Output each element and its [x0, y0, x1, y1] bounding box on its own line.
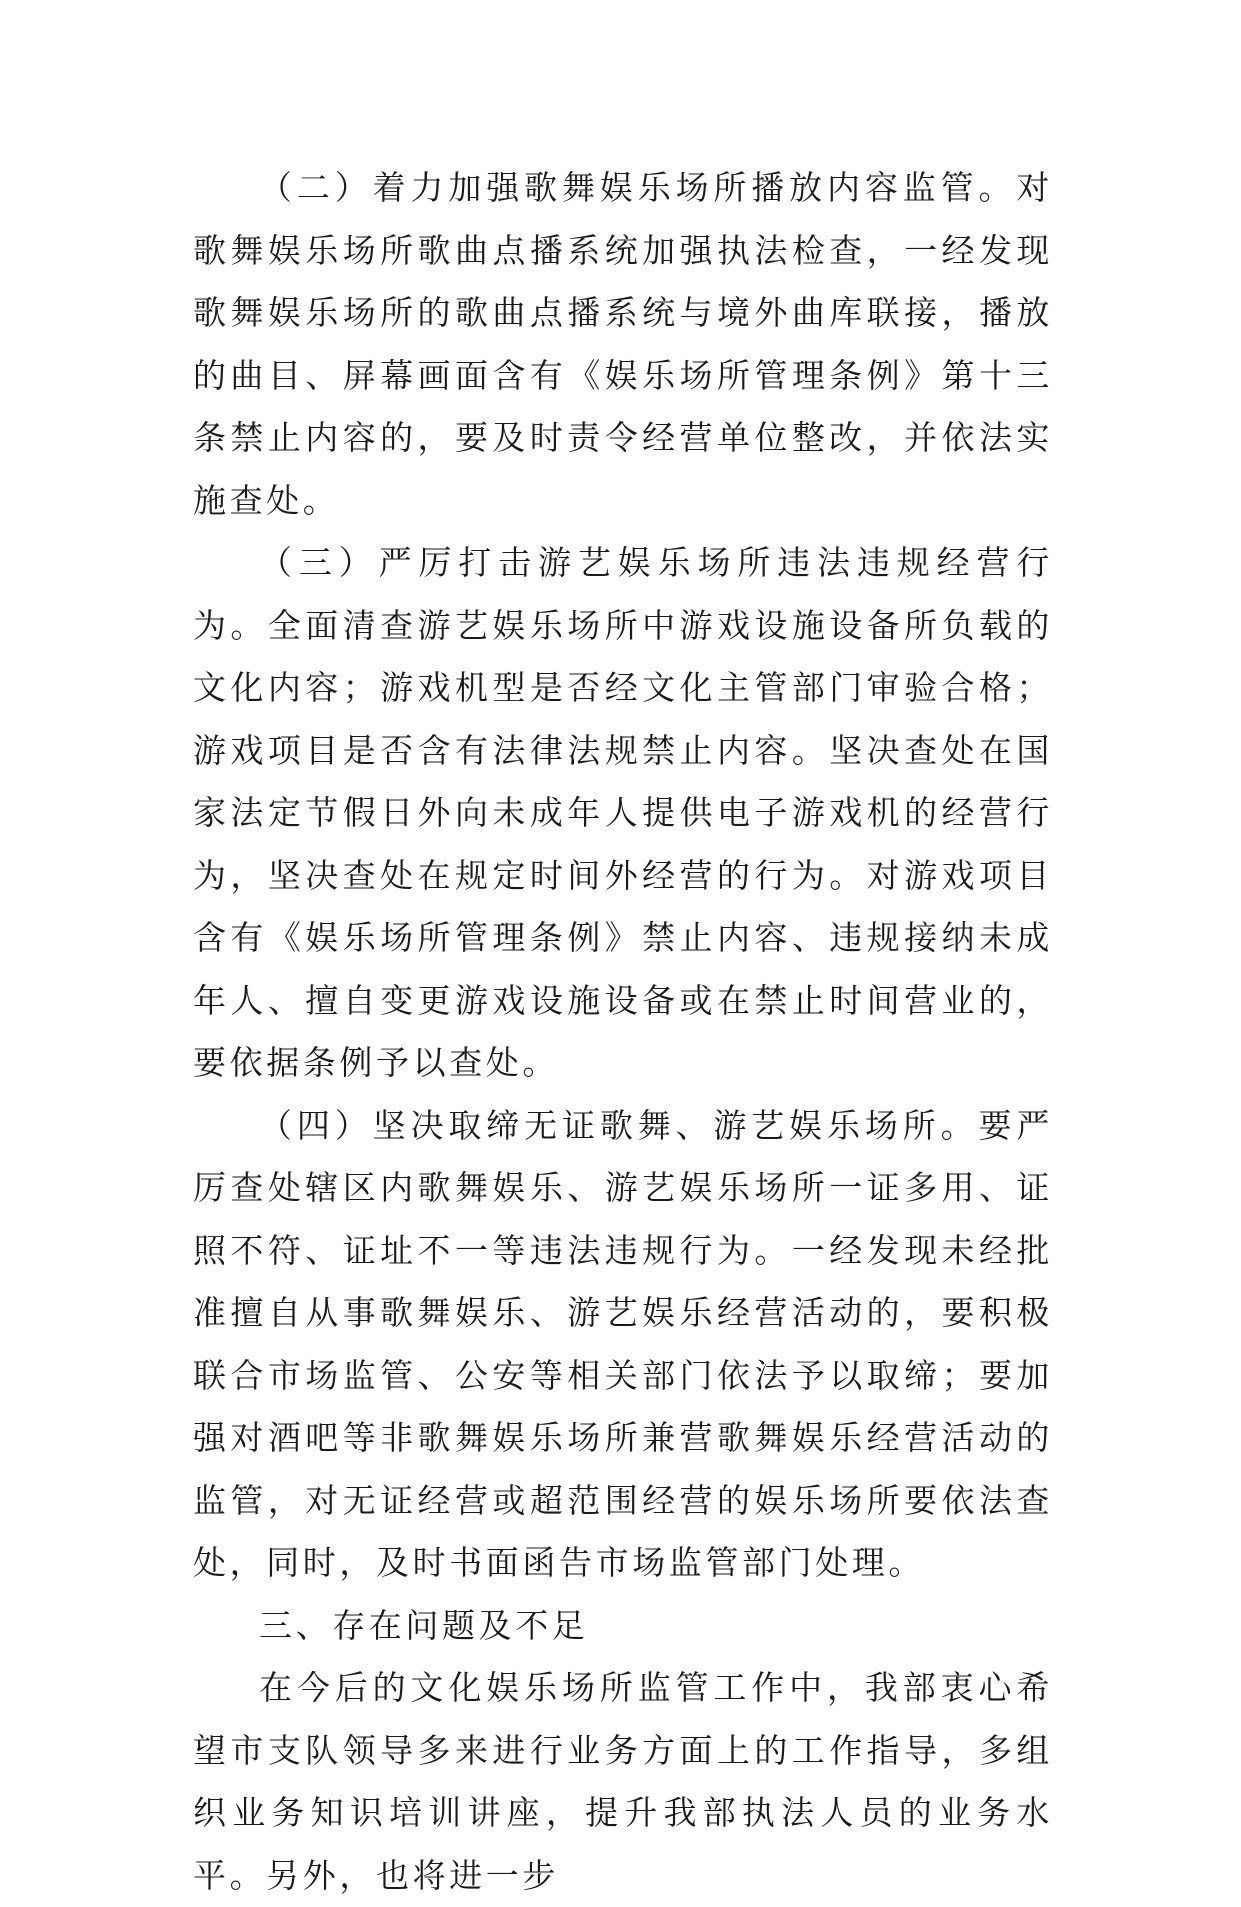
paragraph-unlicensed-venue-ban: （四）坚决取缔无证歌舞、游艺娱乐场所。要严厉查处辖区内歌舞娱乐、游艺娱乐场所一证多用、证照不符、证址不一等违法违规行为。一经发现未经批准擅自从事歌舞娱乐、游艺娱乐经营活动的，要积极联合市场监管、公安等相关部门依法予以取缔；要加强对酒吧等非歌舞娱乐场所兼营歌舞娱乐经营活动的监管，对无证经营或超范围经营的娱乐场所要依法查处，同时，及时书面函告市场监管部门处理。	[193, 1105, 1053, 1582]
section-heading-problems: 三、存在问题及不足	[259, 1605, 589, 1645]
paragraph-amusement-venue-crackdown: （三）严厉打击游艺娱乐场所违法违规经营行为。全面清查游艺娱乐场所中游戏设施设备所负载的文化内容；游戏机型是否经文化主管部门审验合格；游戏项目是否含有法律法规禁止内容。坚决查处在国家法定节假日外向未成年人提供电子游戏机的经营行为，坚决查处在规定时间外经营的行为。对游戏项目含有《娱乐场所管理条例》禁止内容、违规接纳未成年人、擅自变更游戏设施设备或在禁止时间营业的，要依据条例予以查处。	[193, 543, 1053, 1082]
paragraph-closing: 在今后的文化娱乐场所监管工作中，我部衷心希望市支队领导多来进行业务方面上的工作指导，多组织业务知识培训讲座，提升我部执法人员的业务水平。另外，也将进一步	[193, 1668, 1053, 1895]
document-body	[193, 157, 1053, 1907]
paragraph-song-dance-content-supervision: （二）着力加强歌舞娱乐场所播放内容监管。对歌舞娱乐场所歌曲点播系统加强执法检查，一经发现歌舞娱乐场所的歌曲点播系统与境外曲库联接，播放的曲目、屏幕画面含有《娱乐场所管理条例》第十三条禁止内容的，要及时责令经营单位整改，并依法实施查处。	[193, 168, 1053, 520]
